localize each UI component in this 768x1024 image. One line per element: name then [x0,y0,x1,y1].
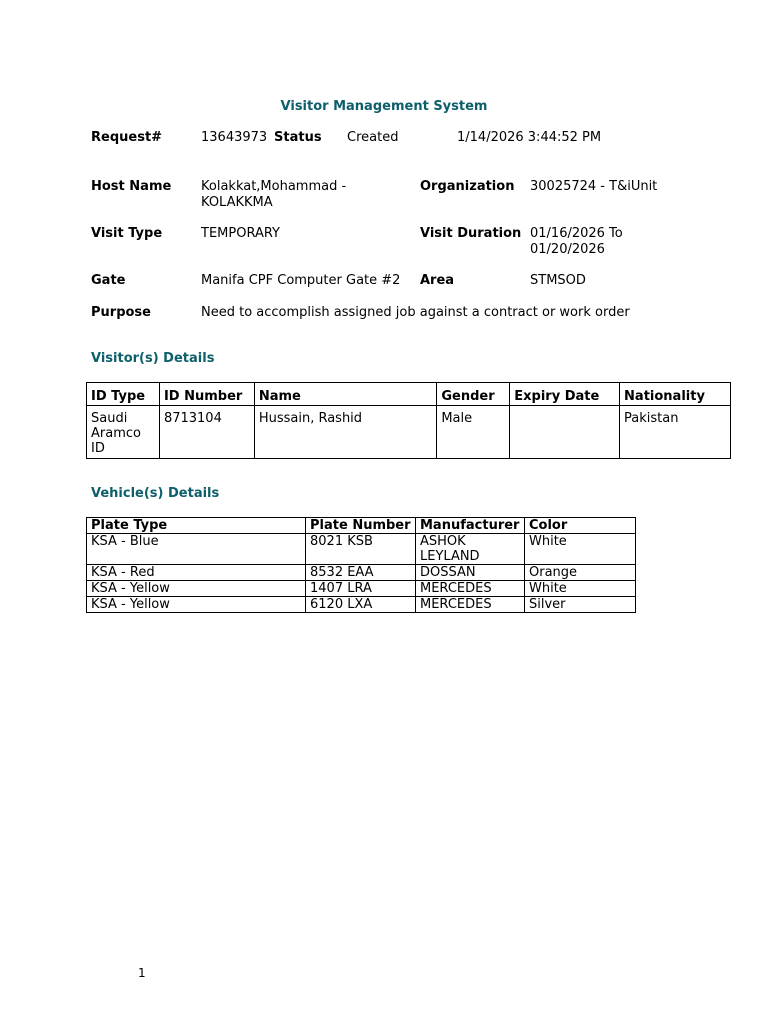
visit-duration-line: 01/20/2026 [530,242,605,257]
cell-plate-number: 1407 LRA [306,581,416,597]
organization-value: 30025724 - T&iUnit [530,179,658,194]
organization-label: Organization [420,179,515,194]
cell-manufacturer: DOSSAN [416,565,525,581]
visit-duration-label: Visit Duration [420,226,522,241]
table-row [87,597,636,613]
column-header-id-number: ID Number [159,383,254,406]
column-header-gender: Gender [437,383,510,406]
area-value: STMSOD [530,273,586,288]
page-title: Visitor Management System [280,99,488,114]
visitors-table [86,382,731,459]
cell-plate-type: KSA - Blue [87,534,306,565]
cell-manufacturer [416,534,525,565]
cell-plate-type: KSA - Red [87,565,306,581]
visit-duration-value [530,226,623,258]
table-row [87,534,636,565]
host-name-label: Host Name [91,179,172,194]
visit-duration-line: 01/16/2026 To [530,226,623,241]
request-datetime: 1/14/2026 3:44:52 PM [457,130,602,145]
cell-plate-number: 8532 EAA [306,565,416,581]
request-number: 13643973 [201,130,268,145]
table-row [87,565,636,581]
cell-plate-type: KSA - Yellow [87,597,306,613]
status-value: Created [347,130,399,145]
cell-color: White [525,581,636,597]
cell-plate-type: KSA - Yellow [87,581,306,597]
column-header-manufacturer: Manufacturer [416,518,525,534]
cell-name: Hussain, Rashid [254,406,437,459]
column-header-name: Name [254,383,437,406]
column-header-plate-number: Plate Number [306,518,416,534]
cell-line: LEYLAND [420,549,480,564]
cell-line: Aramco [91,426,141,441]
host-name-value [201,179,346,211]
cell-manufacturer: MERCEDES [416,581,525,597]
gate-value: Manifa CPF Computer Gate #2 [201,273,401,288]
column-header-expiry-date: Expiry Date [510,383,620,406]
purpose-label: Purpose [91,305,151,320]
cell-plate-number: 6120 LXA [306,597,416,613]
cell-expiry-date [510,406,620,459]
cell-color: Orange [525,565,636,581]
status-label: Status [274,130,322,145]
vehicles-table [86,517,636,613]
vehicles-heading: Vehicle(s) Details [91,486,220,501]
visit-type-value: TEMPORARY [201,226,280,241]
table-row [87,406,731,459]
cell-line: ID [91,441,105,456]
visitors-heading: Visitor(s) Details [91,351,215,366]
column-header-plate-type: Plate Type [87,518,306,534]
purpose-value: Need to accomplish assigned job against a contract or work order [201,305,630,320]
cell-id-type [87,406,160,459]
column-header-nationality: Nationality [620,383,731,406]
cell-nationality: Pakistan [620,406,731,459]
cell-color: Silver [525,597,636,613]
request-label: Request# [91,130,163,145]
table-header-row [87,518,636,534]
area-label: Area [420,273,455,288]
table-header-row [87,383,731,406]
host-name-line: KOLAKKMA [201,195,273,210]
cell-line: Saudi [91,411,128,426]
column-header-color: Color [525,518,636,534]
host-name-line: Kolakkat,Mohammad - [201,179,347,194]
visit-type-label: Visit Type [91,226,163,241]
cell-id-number: 8713104 [159,406,254,459]
gate-label: Gate [91,273,126,288]
column-header-id-type: ID Type [87,383,160,406]
page-number: 1 [138,966,146,980]
cell-line: ASHOK [420,534,466,549]
cell-manufacturer: MERCEDES [416,597,525,613]
cell-gender: Male [437,406,510,459]
table-row [87,581,636,597]
cell-plate-number: 8021 KSB [306,534,416,565]
cell-color: White [525,534,636,565]
